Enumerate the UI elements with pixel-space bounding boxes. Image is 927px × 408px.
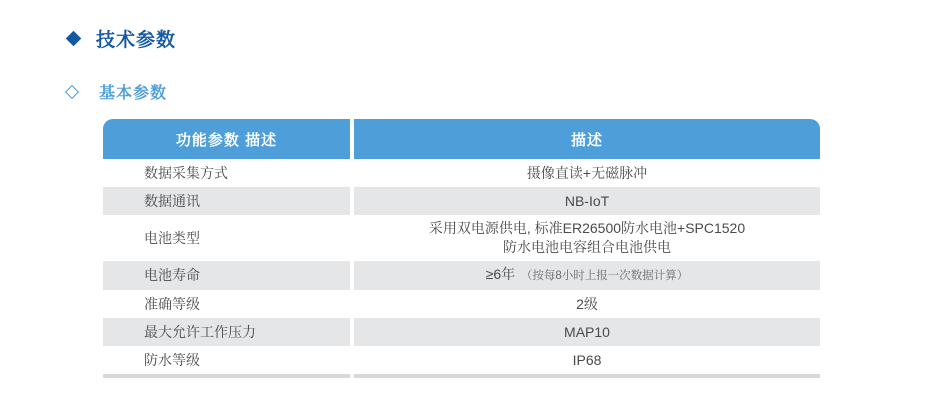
section-subtitle: 基本参数 [99,85,168,102]
param-cell: 电池类型 [144,229,200,246]
outline-diamond-icon [65,84,79,98]
column-header-param: 功能参数 描述 [103,119,350,159]
desc-cell [354,215,820,261]
desc-note: （按每8小时上报一次数据计算） [515,270,689,282]
table-row [103,215,820,261]
table-body [103,159,820,374]
desc-cell [354,187,820,215]
parameters-table [103,119,820,378]
table-row [103,159,820,187]
strip-right-segment [354,374,820,378]
param-cell: 准确等级 [144,295,200,312]
desc-cell [354,159,820,187]
page-title: 技术参数 [96,30,177,51]
desc-cell [354,261,820,290]
desc-text: ≥6年 （按每8小时上报一次数据计算） [485,266,689,282]
param-cell: 数据采集方式 [144,164,228,181]
table-bottom-strip [103,374,820,378]
filled-diamond-icon [66,31,82,47]
desc-text: 摄像直读+无磁脉冲 [526,164,648,181]
desc-cell [354,290,820,318]
table-row [103,290,820,318]
desc-text: IP68 [572,351,602,368]
table-row [103,187,820,215]
desc-cell [354,346,820,374]
desc-text: MAP10 [564,323,610,340]
desc-text: NB-IoT [564,192,610,209]
table-row [103,318,820,346]
table-header [103,119,820,159]
table-row [103,346,820,374]
desc-text: 采用双电源供电, 标准ER26500防水电池+SPC1520 防水电池电容组合电池供电 [428,220,746,255]
table-row [103,261,820,290]
desc-text: 2级 [576,295,598,312]
param-cell: 电池寿命 [103,261,350,290]
desc-cell [354,318,820,346]
strip-left-segment [103,374,350,378]
param-cell: 防水等级 [144,351,200,368]
param-cell: 数据通讯 [103,187,350,215]
column-header-desc: 描述 [354,119,820,159]
section-title-row [68,25,927,52]
subsection-title-row [67,80,927,103]
param-cell: 最大允许工作压力 [103,318,350,346]
